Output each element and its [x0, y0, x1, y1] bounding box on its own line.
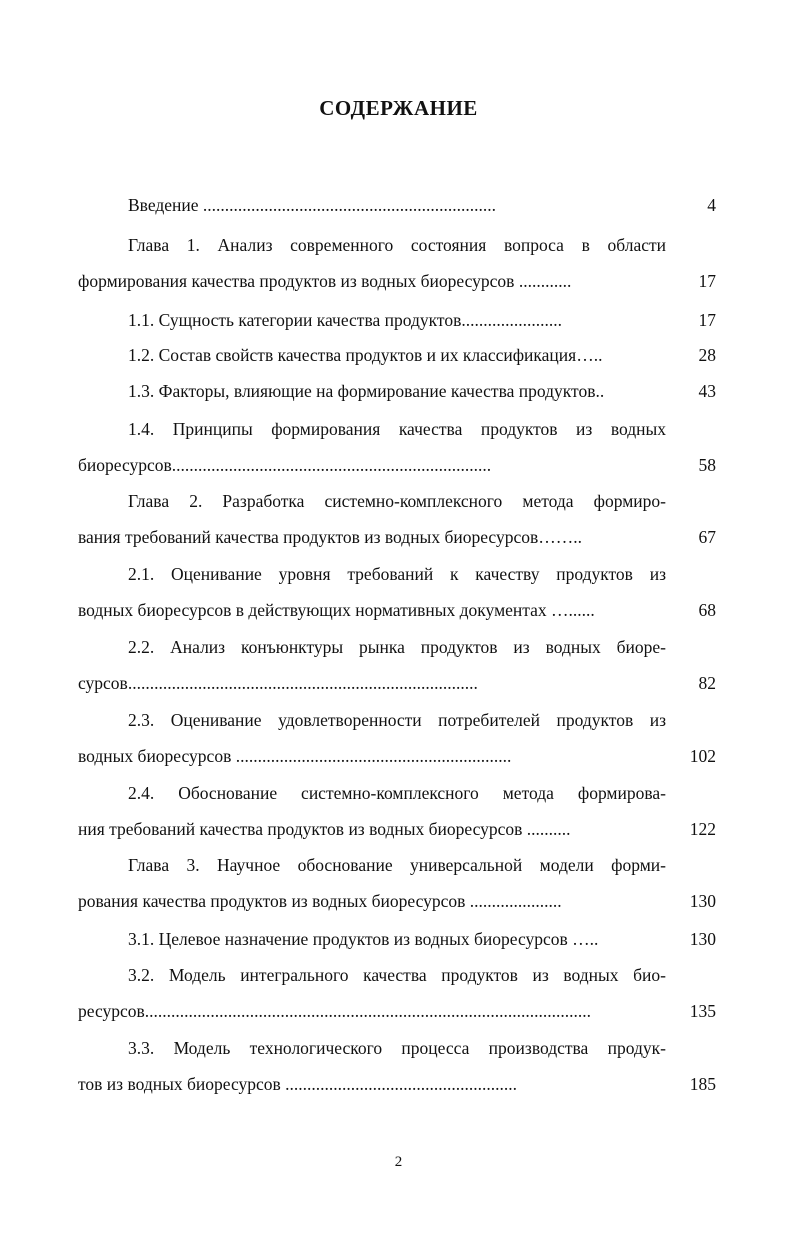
- toc-line: 2.4. Обоснование системно-комплексного метода формирова-: [128, 783, 666, 803]
- toc-line: 3.1. Целевое назначение продуктов из водных биоресурсов …..: [128, 929, 599, 949]
- toc-line: Глава 3. Научное обоснование универсальной модели форми-: [128, 855, 666, 875]
- toc-page-number: 130: [689, 891, 716, 911]
- toc-page-number: 122: [689, 819, 716, 839]
- toc-line: ния требований качества продуктов из водных биоресурсов ..........: [78, 819, 571, 839]
- toc-page-number: 17: [698, 310, 716, 330]
- toc-line: водных биоресурсов ...............................................................: [78, 746, 512, 766]
- toc-line: рования качества продуктов из водных биоресурсов .....................: [78, 891, 562, 911]
- toc-line: 3.3. Модель технологического процесса производства продук-: [128, 1038, 666, 1058]
- toc-page-number: 102: [689, 746, 716, 766]
- toc-page-number: 185: [689, 1074, 716, 1094]
- toc-line: водных биоресурсов в действующих нормативных документах …......: [78, 600, 595, 620]
- toc-line: 1.1. Сущность категории качества продуктов.......................: [128, 310, 562, 330]
- toc-line: 3.2. Модель интегрального качества продуктов из водных био-: [128, 965, 666, 985]
- toc-page-number: 130: [689, 929, 716, 949]
- toc-page-number: 28: [698, 345, 716, 365]
- page-number: 2: [394, 1154, 403, 1170]
- toc-page-number: 82: [698, 673, 716, 693]
- toc-line: Введение ...................................................................: [128, 195, 497, 215]
- toc-line: 2.1. Оценивание уровня требований к качеству продуктов из: [128, 564, 666, 584]
- toc-page-number: 58: [698, 455, 716, 475]
- toc-line: биоресурсов.........................................................................: [78, 455, 492, 475]
- toc-line: Глава 1. Анализ современного состояния вопроса в области: [128, 235, 666, 255]
- toc-page-number: 135: [689, 1001, 716, 1021]
- toc-page-number: 17: [698, 271, 716, 291]
- toc-line: сурсов................................................................................: [78, 673, 478, 693]
- toc-line: 1.2. Состав свойств качества продуктов и их классификация…..: [128, 345, 603, 365]
- toc-line: 1.3. Факторы, влияющие на формирование качества продуктов..: [128, 381, 605, 401]
- toc-line: ресурсов......................................................................................................: [78, 1001, 592, 1021]
- toc-page-number: 4: [707, 195, 716, 215]
- toc-line: 2.2. Анализ конъюнктуры рынка продуктов из водных биоре-: [128, 637, 666, 657]
- toc-line: вания требований качества продуктов из водных биоресурсов……..: [78, 527, 582, 547]
- toc-line: Глава 2. Разработка системно-комплексного метода формиро-: [128, 491, 666, 511]
- toc-page-number: 68: [698, 600, 716, 620]
- toc-page-number: 67: [698, 527, 716, 547]
- toc-line: формирования качества продуктов из водных биоресурсов ............: [78, 271, 572, 291]
- toc-page-number: 43: [698, 381, 716, 401]
- toc-line: 2.3. Оценивание удовлетворенности потребителей продуктов из: [128, 710, 666, 730]
- page-title: СОДЕРЖАНИЕ: [319, 96, 478, 120]
- toc-line: тов из водных биоресурсов .....................................................: [78, 1074, 518, 1094]
- toc-line: 1.4. Принципы формирования качества продуктов из водных: [128, 419, 666, 439]
